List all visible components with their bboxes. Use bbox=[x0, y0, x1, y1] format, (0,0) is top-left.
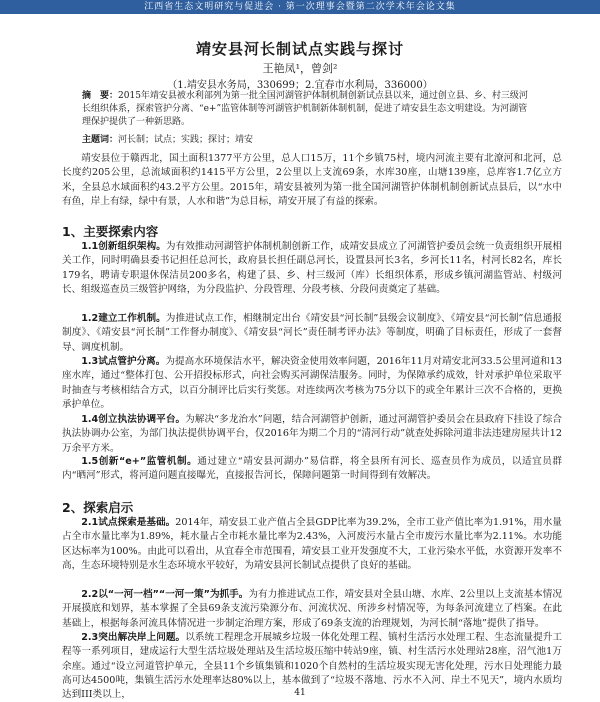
paragraph-lead: 1.4创立执法协调平台。 bbox=[81, 414, 186, 425]
paragraph-lead: 2.1试点探索是基础。 bbox=[81, 517, 176, 528]
paragraph-lead: 1.2建立工作机制。 bbox=[81, 313, 166, 324]
section-paragraph bbox=[62, 240, 562, 297]
section-heading: 2、探索启示 bbox=[62, 500, 134, 515]
abstract-label: 摘 要： bbox=[82, 91, 119, 101]
abstract bbox=[82, 90, 532, 129]
paragraph-text: 为推进试点工作，相继制定出台《靖安县“河长制”县级会议制度》、《靖安县“河长制”信息通报制度》、《靖安县“河长制”工作督办制度》、《靖安县“河长”责任制考评办法》等制度，明确了目标责任，形成了一套督导、调度机制。 bbox=[62, 313, 562, 353]
running-header: 江西省生态文明研究与促进会 · 第一次理事会暨第二次学术年会论文集 bbox=[0, 0, 600, 14]
paper-authors: 王艳凤¹，曾剑² bbox=[262, 62, 338, 75]
section-paragraph bbox=[62, 312, 562, 355]
paragraph-lead: 1.3试点管护分离。 bbox=[81, 356, 166, 367]
page-number: 41 bbox=[294, 688, 306, 698]
paragraph-text: 通过建立“靖安县河湖办”易信群，将全县所有河长、巡查员作为成员，以适宜员群内“晒河”形式，将河道问题直接曝光，直接报告河长，保障问题第一时间得到有效解决。 bbox=[62, 456, 562, 482]
paragraph-text: 为提高水环境保洁水平，解决资金使用效率问题，2016年11月对靖安北河33.5公里河道和13座水库，通过“整体打包、公开招投标形式，向社会购买河湖保洁服务。同时，为保障承约成效，针对承护单位采取平时抽查与考核相结合方式，以百分制评比后实行奖惩。对连续两次考核为75分以下的或全年累计三次不合格的，更换承护单位。 bbox=[62, 356, 562, 410]
section-heading: 1、主要探索内容 bbox=[62, 224, 159, 239]
section-paragraph bbox=[62, 413, 562, 456]
paper-title: 靖安县河长制试点实践与探讨 bbox=[195, 40, 404, 58]
keywords-text: 河长制；试点；实践；探讨；靖安 bbox=[118, 135, 254, 145]
paragraph-text: 为解决“多龙治水”问题，结合河湖管护创新，通过河湖管护委员会在县政府下挂设了综合执法协调办公室，为部门执法提供协调平台，仅2016年为期二个月的“清河行动”就查处拆除河道非法违建房屋共计12万余平方米。 bbox=[62, 414, 563, 454]
author-affiliation: （1.靖安县水务局，330699；2.宜春市水利局，336000） bbox=[167, 80, 433, 91]
paragraph-text: 为有效推动河湖管护体制机制创新工作，成靖安县成立了河湖管护委员会统一负责组织开展相关工作，同时明确县委书记担任总河长，政府县长担任副总河长，设置县河长3名，乡河长11名，村河长82名，库长179名，聘请专职退休保洁员200多名，构建了县、乡、村三级河（库）长组织体系，形成乡镇河湖监管站、村级河长、组级巡查员三级管护网络，为分段监护、分段管理、分段考核、分段问责奠定了基础。 bbox=[62, 241, 563, 295]
abstract-text: 2015年靖安县被水利部列为第一批全国河湖管护体制机制创新试点县以来，通过创立县、乡、村三级河长组织体系，探索管护分离、“e+”监管体制等河湖管护机制新体制机制，促进了靖安县生态文明建设。为河湖管理保护提供了一种新思路。 bbox=[82, 91, 528, 127]
paragraph-text: 以系统工程理念开展城乡垃圾一体化处理工程、镇村生活污水处理工程、生态流量提升工程等一系列项目，建成运行大型生活垃圾处理站及生活垃圾压缩中转站9座，镇、村生活污水处理站28座，沼气池1万余座。通过“设立河道管护单元，全县11个乡镇集镇和1020个自然村的生活垃圾实现无害化处理，污水日处理能力最高可达4500吨，集镇生活污水处理率达80%以上，基本做到了“垃圾不落地、污水不入河、岸土不见天”，境内水质均达到III类以上， bbox=[62, 632, 562, 701]
paragraph-lead: 2.3突出解决岸上问题。 bbox=[81, 632, 186, 643]
section-paragraph bbox=[62, 516, 562, 573]
paragraph-text: 2014年，靖安县工业产值占全县GDP比率为39.2%，全市工业产值比率为1.91%，用水量占全市水量比率为1.89%，耗水量占全市耗水量比率为2.43%，入河废污水量占全市废污水量比率为2.11%。水功能区达标率为100%。由此可以看出，从宜春全市范围看，靖安县工业开发强度不大，工业污染水平低，水资源开发率不高，生态环境特别是水生态环境水平较好，为靖安县河长制试点提供了良好的基础。 bbox=[62, 517, 562, 571]
keywords bbox=[82, 134, 532, 147]
paragraph-text: 为有力推进试点工作，靖安县对全县山塘、水库、2公里以上支流基本情况开展摸底和划界，基本掌握了全县69条支流污染源分布、河流状况、所涉乡村情况等，为每条河流建立了档案。在此基础上，根据每条河流具体情况进一步制定治理方案，形成了69条支流的治理规划，为河长制“落地”提供了指导。 bbox=[62, 589, 562, 629]
section-paragraph bbox=[62, 455, 562, 484]
intro-paragraph: 靖安县位于赣西北，国土面积1377平方公里，总人口15万，11个乡镇75村，境内河流主要有北潦河和北河，总长度约205公里，总流域面积约1415平方公里，2公里以上支流69条，水库30座，山塘139座，总库容1.7亿立方米，全县总水域面积约43.2平方公里。2015年，靖安县被列为第一批全国河湖管护体制机制创新试点县后，以“水中有鱼，岸上有绿，绿中有景，人水和谐”为总目标，靖安开展了有益的探索。 bbox=[62, 153, 562, 207]
section-paragraph bbox=[62, 588, 562, 631]
paragraph-lead: 2.2以“一河一档”“一河一策”为抓手。 bbox=[81, 589, 249, 600]
paragraph-lead: 1.5创新“e+”监管机制。 bbox=[81, 456, 198, 467]
paragraph-lead: 1.1创新组织架构。 bbox=[81, 241, 166, 252]
section-paragraph bbox=[62, 355, 562, 412]
keywords-label: 主题词： bbox=[82, 135, 119, 145]
